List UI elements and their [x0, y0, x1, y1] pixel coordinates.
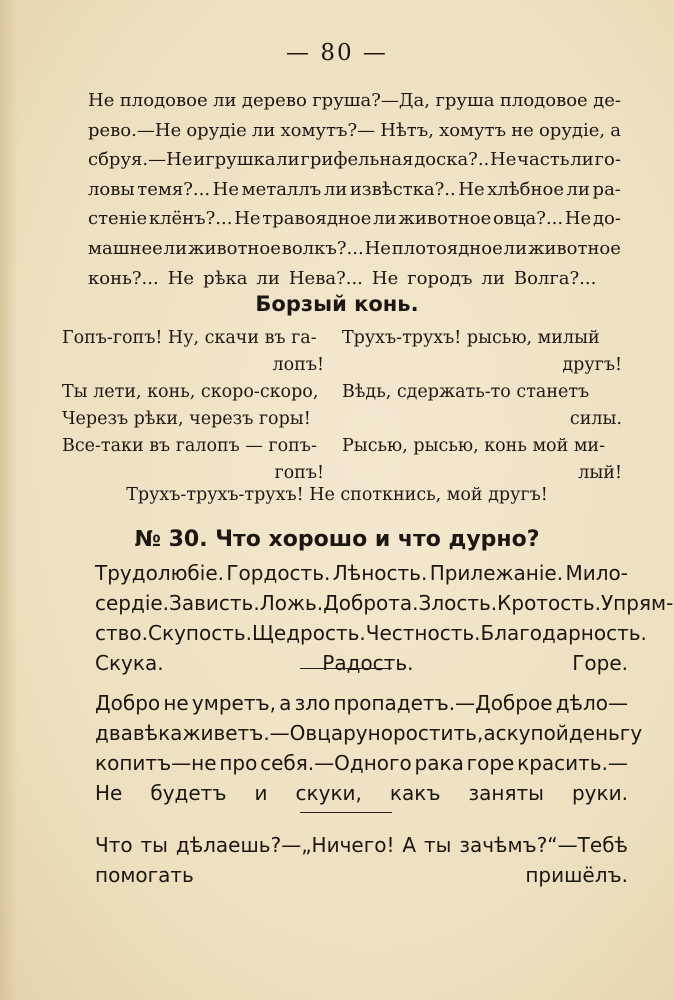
word: ли [481, 267, 505, 289]
word: копитъ—не [95, 751, 217, 775]
word: сердіе. [95, 591, 170, 615]
word: Кротость. [497, 591, 601, 615]
word: пропадетъ.—Доброе [333, 691, 553, 715]
word: умретъ, [191, 691, 276, 715]
poem-title: Борзый конь. [255, 292, 419, 316]
word: хомутъ [439, 119, 507, 141]
word: Трудолюбіе. [95, 561, 224, 585]
word: помогать [95, 863, 194, 887]
divider-rule [300, 812, 392, 813]
word: извѣстка?.. [349, 178, 456, 200]
word: Упрям- [600, 591, 674, 615]
poem-line: Черезъ рѣки, черезъ горы! [62, 409, 311, 429]
text-line [95, 558, 628, 588]
text-line [88, 175, 621, 205]
word: Радость. [322, 651, 414, 675]
word: го- [594, 149, 621, 171]
word: а [279, 691, 292, 715]
word: Зависть. [169, 591, 260, 615]
word: волкъ?... [281, 237, 364, 259]
word: Горе. [572, 651, 628, 675]
word: груша [435, 90, 495, 111]
word: зачѣмъ?“—Тебѣ [459, 833, 628, 857]
word: Доброта. [323, 591, 419, 615]
text-line [88, 204, 621, 234]
word: животное [187, 237, 281, 259]
word: ты [140, 833, 168, 857]
word: животное [527, 237, 621, 259]
word: Злость. [418, 591, 498, 615]
word: ли [213, 90, 237, 111]
text-line [88, 145, 621, 175]
word: металлъ [241, 178, 322, 200]
text-line [95, 778, 628, 808]
word: пришёлъ. [525, 863, 628, 887]
word: Мило- [565, 561, 628, 585]
word: ли [323, 178, 348, 200]
text-line [95, 588, 674, 618]
page-number: — 80 — [286, 40, 388, 66]
word: А [402, 833, 417, 857]
word: Не [371, 267, 399, 289]
section-title: № 30. Что хорошо и что дурно? [134, 527, 540, 552]
word: деньгу [568, 721, 643, 745]
word: заняты [468, 781, 544, 805]
word: будетъ [150, 781, 227, 805]
word: конь?... [88, 267, 159, 289]
word: не [163, 691, 189, 715]
virtues-paragraph [95, 558, 674, 678]
poem-right-column [342, 325, 622, 487]
word: Скука. [95, 651, 164, 675]
word: Щедрость. [252, 621, 366, 645]
text-line [95, 860, 628, 890]
word: плотоядное [391, 237, 503, 259]
word: не [511, 119, 534, 141]
word: зло [294, 691, 331, 715]
word: доска?.. [414, 149, 490, 171]
word: ли [251, 119, 276, 141]
word: Не [95, 781, 123, 805]
word: игрушка [193, 149, 276, 171]
word: ловы [88, 178, 135, 200]
text-line [88, 86, 621, 116]
word: Прилежаніе. [429, 561, 564, 585]
text-line [88, 116, 621, 146]
poem-line: другъ! [562, 355, 622, 375]
word: горе [466, 751, 515, 775]
word: сбруя.—Не [88, 149, 193, 171]
word: клёнъ?... [148, 208, 233, 230]
word: плодовое [119, 90, 208, 111]
poem-line: Трухъ-трухъ! рысью, милый [342, 328, 600, 348]
word: а [610, 119, 621, 141]
intro-paragraph [88, 86, 621, 293]
word: дѣло— [555, 691, 628, 715]
word: орудіе, [538, 119, 606, 141]
word: руно [343, 721, 393, 745]
text-line [88, 264, 621, 294]
poem-line: гопъ! [274, 463, 324, 483]
word: Не [458, 178, 485, 200]
word: рево.—Не [88, 119, 182, 141]
word: плодовое [499, 90, 588, 111]
text-line [95, 688, 628, 718]
word: часть [517, 149, 570, 171]
word: до- [592, 208, 621, 230]
word: Нева?... [288, 267, 363, 289]
poem-line: Вѣдь, сдержать-то станетъ [342, 382, 590, 402]
proverbs-paragraph [95, 688, 643, 808]
poem-line: лый! [578, 463, 622, 483]
word: дерево [241, 90, 307, 111]
word: ли [503, 237, 528, 259]
word: живетъ.—Овца [182, 721, 344, 745]
word: красить.— [517, 751, 628, 775]
word: про [219, 751, 258, 775]
word: а [483, 721, 496, 745]
text-line [95, 648, 628, 678]
word: ли [373, 208, 397, 230]
word: Благодарность. [480, 621, 647, 645]
word: Нѣтъ, [380, 119, 434, 141]
dialogue-paragraph [95, 830, 628, 890]
poem-closing-line: Трухъ-трухъ-трухъ! Не споткнись, мой другъ! [126, 485, 548, 505]
word: темя?... [137, 178, 211, 200]
word: ростить, [392, 721, 484, 745]
word: Не [364, 237, 391, 259]
word: рѣка [203, 267, 248, 289]
word: и [254, 781, 268, 805]
poem-line: лопъ! [272, 355, 324, 375]
word: скупой [495, 721, 569, 745]
text-line [95, 830, 628, 860]
poem-line: Все-таки въ галопъ — гопъ- [62, 436, 317, 456]
word: Не [234, 208, 261, 230]
word: Скупость. [148, 621, 253, 645]
poem-line: Рысью, рысью, конь мой ми- [342, 436, 606, 456]
word: руки. [571, 781, 628, 805]
word: стеніе [88, 208, 148, 230]
word: вѣка [132, 721, 183, 745]
word: ра- [592, 178, 621, 200]
text-line [95, 718, 643, 748]
word: Честность. [365, 621, 481, 645]
word: ли [276, 149, 300, 171]
word: грифельная [300, 149, 414, 171]
word: машнее [88, 237, 163, 259]
word: два [95, 721, 133, 745]
word: городъ [407, 267, 473, 289]
word: Волга?... [513, 267, 597, 289]
word: Лѣность. [332, 561, 428, 585]
word: ли [256, 267, 280, 289]
word: овца?... [493, 208, 564, 230]
word: ты [423, 833, 452, 857]
word: скуки, [295, 781, 362, 805]
word: рака [414, 751, 464, 775]
word: Не [490, 149, 517, 171]
word: груша?—Да, [312, 90, 430, 111]
word: ли [566, 178, 590, 200]
word: дѣлаешь?—„Ничего! [175, 833, 395, 857]
word: хлѣбное [487, 178, 564, 200]
poem-line: Гопъ-гопъ! Ну, скачи въ га- [62, 328, 317, 348]
word: хомутъ?— [280, 119, 376, 141]
word: Не [88, 90, 115, 111]
word: Добро [95, 691, 161, 715]
word: Ложь. [259, 591, 324, 615]
text-line [88, 234, 621, 264]
word: какъ [389, 781, 441, 805]
word: Не [564, 208, 592, 230]
word: Гордость. [226, 561, 331, 585]
word: ли [570, 149, 594, 171]
divider-rule [300, 668, 392, 669]
poem-line: силы. [569, 409, 622, 429]
word: Что [95, 833, 133, 857]
text-line [95, 748, 628, 778]
word: орудіе [186, 119, 247, 141]
word: ство. [95, 621, 149, 645]
poem-line: Ты лети, конь, скоро-скоро, [62, 382, 319, 402]
text-line [95, 618, 647, 648]
word: Не [212, 178, 240, 200]
word: травоядное [262, 208, 372, 230]
word: де- [593, 90, 621, 111]
poem-left-column [62, 325, 324, 487]
word: Не [167, 267, 195, 289]
word: себя.—Одного [260, 751, 412, 775]
word: животное [398, 208, 492, 230]
word: ли [163, 237, 188, 259]
